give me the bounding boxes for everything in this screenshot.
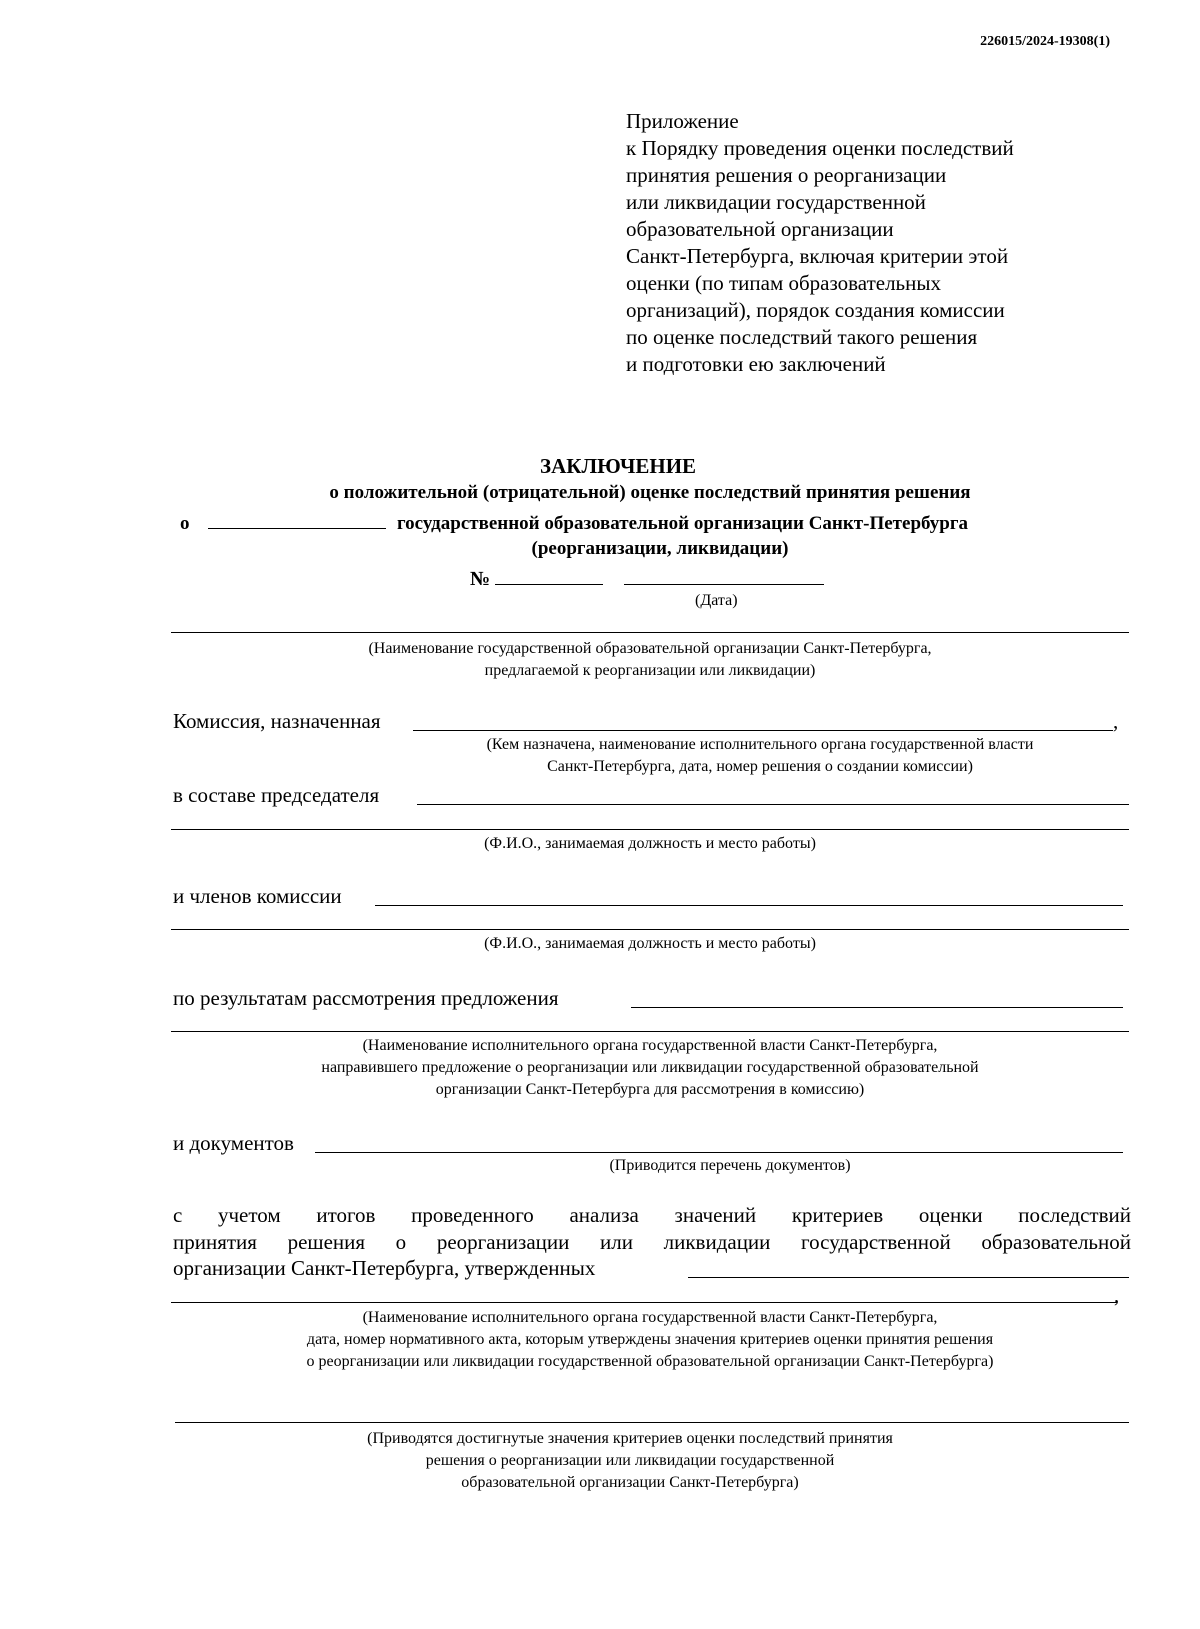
title-line-2 xyxy=(180,510,1140,535)
appendix-line: образовательной организации xyxy=(626,217,894,241)
achieved-caption-line: решения о реорганизации или ликвидации государственной xyxy=(425,1452,835,1469)
decision-type-field[interactable] xyxy=(208,510,386,529)
appendix-line: к Порядку проведения оценки последствий xyxy=(626,136,1014,160)
number-date-row xyxy=(470,566,824,591)
documents-caption: (Приводится перечень документов) xyxy=(609,1157,851,1174)
chair-field[interactable] xyxy=(417,804,1129,805)
title-line-2-prefix: о xyxy=(180,513,190,534)
chair-field-continued[interactable] xyxy=(171,829,1129,830)
proposal-label: по результатам рассмотрения предложения xyxy=(173,986,559,1010)
achieved-caption-line: (Приводятся достигнутые значения критериев оценки последствий принятия xyxy=(367,1430,893,1447)
appendix-line: или ликвидации государственной xyxy=(626,190,926,214)
title-line-2-suffix: государственной образовательной организации Санкт-Петербурга xyxy=(397,513,968,534)
org-name-field[interactable] xyxy=(171,632,1129,633)
chair-label: в составе председателя xyxy=(173,783,380,807)
achieved-caption xyxy=(200,1428,1060,1494)
chair-caption: (Ф.И.О., занимаемая должность и место работы) xyxy=(484,835,816,852)
org-caption-line: предлагаемой к реорганизации или ликвидации) xyxy=(484,662,816,679)
commission-caption-line: Санкт-Петербурга, дата, номер решения о создании комиссии) xyxy=(547,758,973,775)
approval-caption-line: дата, номер нормативного акта, которым утверждены значения критериев оценки принятия решения xyxy=(306,1331,994,1348)
date-caption: (Дата) xyxy=(695,592,738,609)
document-id: 226015/2024-19308(1) xyxy=(980,34,1110,49)
document-title: ЗАКЛЮЧЕНИЕ xyxy=(540,454,697,478)
appendix-line: по оценке последствий такого решения xyxy=(626,325,978,349)
members-label: и членов комиссии xyxy=(173,884,342,908)
org-caption xyxy=(171,638,1129,682)
analysis-comma: , xyxy=(1114,1283,1120,1307)
members-caption: (Ф.И.О., занимаемая должность и место работы) xyxy=(484,935,816,952)
proposal-caption-line: направившего предложение о реорганизации или ликвидации государственной образовательной xyxy=(321,1059,979,1076)
approved-by-field-continued[interactable] xyxy=(171,1302,1117,1303)
date-field[interactable] xyxy=(624,566,824,585)
number-sign: № xyxy=(470,568,491,590)
members-field-continued[interactable] xyxy=(171,929,1129,930)
number-field[interactable] xyxy=(495,566,603,585)
achieved-caption-line: образовательной организации Санкт-Петербурга) xyxy=(461,1474,799,1491)
appendix-line: оценки (по типам образовательных xyxy=(626,271,941,295)
commission-label: Комиссия, назначенная xyxy=(173,709,381,733)
documents-label: и документов xyxy=(173,1131,294,1155)
appendix-line: Приложение xyxy=(626,109,739,133)
commission-appointed-field[interactable] xyxy=(413,730,1113,731)
commission-comma: , xyxy=(1113,709,1119,733)
documents-field[interactable] xyxy=(315,1152,1123,1153)
appendix-line: организаций), порядок создания комиссии xyxy=(626,298,1005,322)
members-field[interactable] xyxy=(375,905,1123,906)
appendix-line: и подготовки ею заключений xyxy=(626,352,886,376)
title-line-3: (реорганизации, ликвидации) xyxy=(531,538,789,559)
analysis-paragraph xyxy=(173,1202,1131,1256)
appendix-block xyxy=(626,108,1096,378)
commission-caption-line: (Кем назначена, наименование исполнительного органа государственной власти xyxy=(486,736,1034,753)
proposal-caption-line: организации Санкт-Петербурга для рассмотрения в комиссию) xyxy=(435,1081,865,1098)
approval-caption-line: о реорганизации или ликвидации государственной образовательной организации Санкт-Петербурга) xyxy=(306,1353,994,1370)
org-caption-line: (Наименование государственной образовательной организации Санкт-Петербурга, xyxy=(368,640,932,657)
title-line-1: о положительной (отрицательной) оценке последствий принятия решения xyxy=(329,482,971,503)
analysis-line: организации Санкт-Петербурга, утвержденных xyxy=(173,1256,596,1280)
approved-by-field[interactable] xyxy=(688,1277,1129,1278)
proposal-caption xyxy=(171,1035,1129,1101)
approval-caption-line: (Наименование исполнительного органа государственной власти Санкт-Петербурга, xyxy=(362,1309,938,1326)
appendix-line: Санкт-Петербурга, включая критерии этой xyxy=(626,244,1009,268)
proposal-caption-line: (Наименование исполнительного органа государственной власти Санкт-Петербурга, xyxy=(362,1037,938,1054)
analysis-line: принятия решения о реорганизации или ликвидации государственной образовательной xyxy=(173,1230,1131,1254)
commission-caption xyxy=(400,734,1120,778)
achieved-values-field[interactable] xyxy=(175,1422,1129,1423)
analysis-line: с учетом итогов проведенного анализа значений критериев оценки последствий xyxy=(173,1203,1131,1227)
approval-caption xyxy=(171,1307,1129,1373)
appendix-line: принятия решения о реорганизации xyxy=(626,163,947,187)
proposal-field-continued[interactable] xyxy=(171,1031,1129,1032)
proposal-field[interactable] xyxy=(631,1007,1123,1008)
